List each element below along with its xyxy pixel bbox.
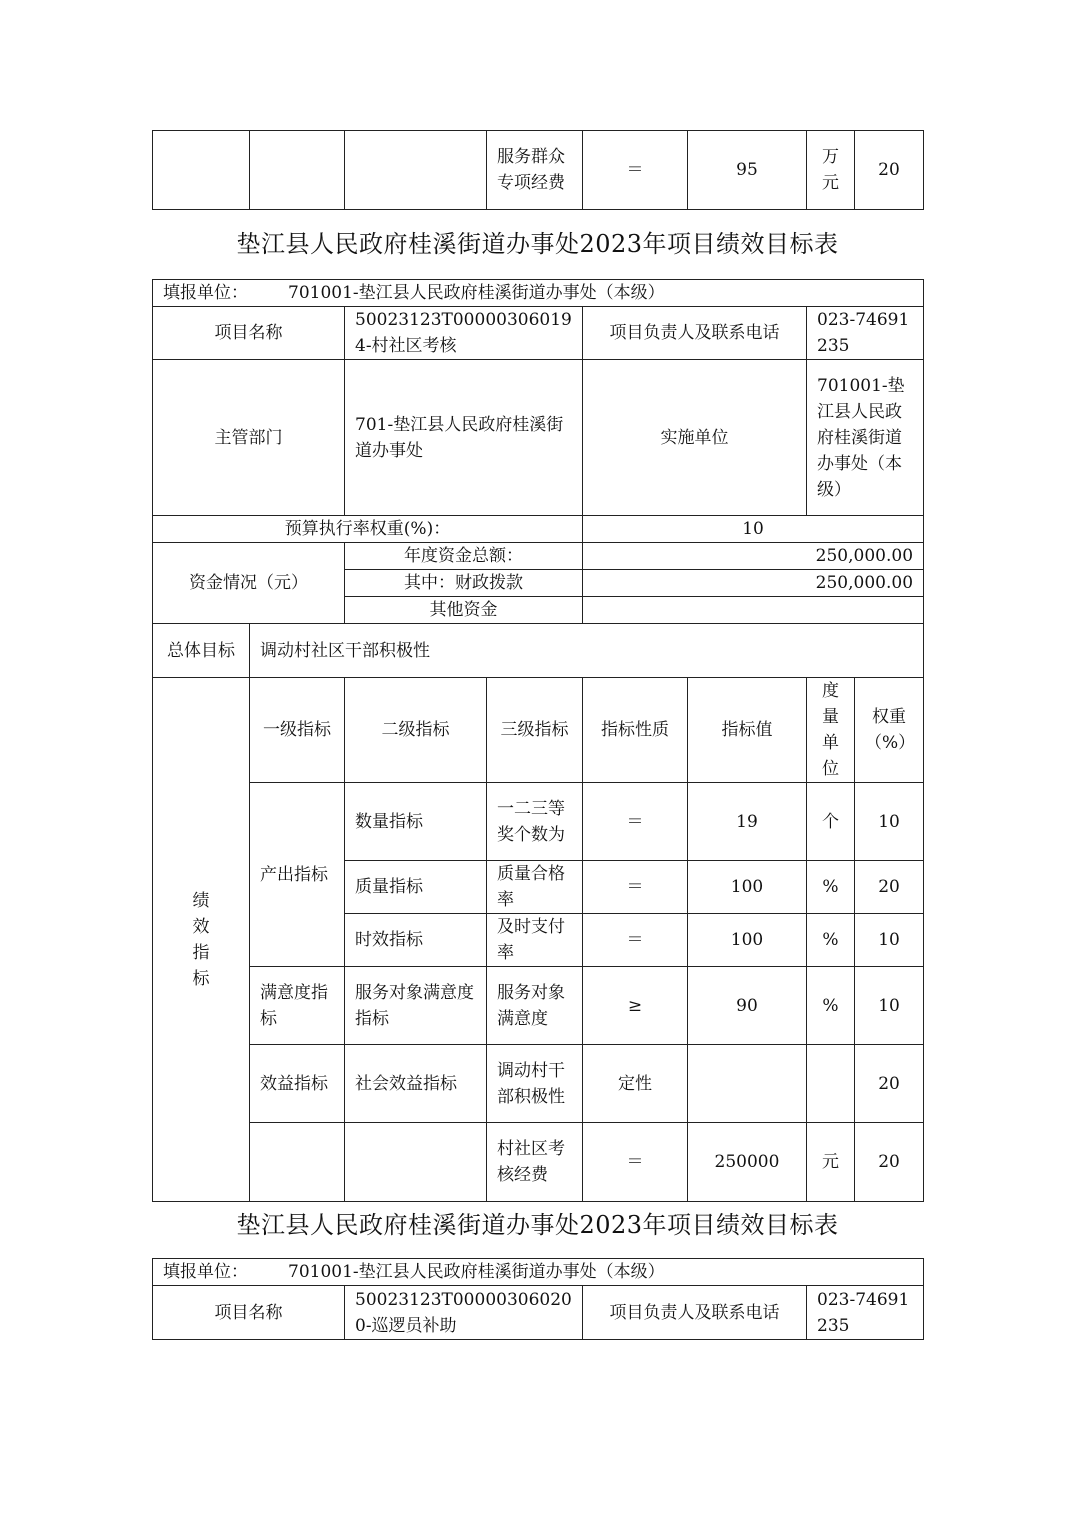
weight-cell: 20: [855, 131, 924, 210]
contact-value: 023-74691235: [807, 1286, 924, 1340]
nature-cell: 定性: [583, 1045, 688, 1123]
contact-value: 023-74691235: [807, 307, 924, 360]
table-row: [153, 131, 924, 210]
header-unit: 度量单位: [807, 678, 855, 783]
fiscal-value: 250,000.00: [583, 570, 924, 597]
value-cell: 100: [688, 914, 807, 967]
level3-cell: 村社区考核经费: [487, 1123, 583, 1202]
table-row: [153, 1286, 924, 1340]
value-cell: 250000: [688, 1123, 807, 1202]
unit-cell: 万元: [807, 131, 855, 210]
weight-cell: 10: [855, 914, 924, 967]
reporting-unit: 填报单位： 701001-垫江县人民政府桂溪街道办事处（本级）: [153, 1259, 924, 1286]
weight-cell: 20: [855, 1123, 924, 1202]
weight-cell: 10: [855, 783, 924, 861]
table-row: [153, 1259, 924, 1286]
value-cell: 90: [688, 967, 807, 1045]
performance-target-table: [152, 279, 924, 1202]
contact-label: 项目负责人及联系电话: [583, 1286, 807, 1340]
level3-cell: 服务对象满意度: [487, 967, 583, 1045]
contact-label: 项目负责人及联系电话: [583, 307, 807, 360]
annual-total-value: 250,000.00: [583, 543, 924, 570]
header-nature: 指标性质: [583, 678, 688, 783]
project-name-label: 项目名称: [153, 1286, 345, 1340]
table-row: [153, 783, 924, 861]
performance-target-table-2: [152, 1258, 924, 1340]
nature-cell: ＝: [583, 861, 688, 914]
fiscal-label: 其中：财政拨款: [345, 570, 583, 597]
level3-cell: 质量合格率: [487, 861, 583, 914]
other-funds-label: 其他资金: [345, 597, 583, 624]
project-name-value: 50023123T000003060200-巡逻员补助: [345, 1286, 583, 1340]
unit-cell: [807, 1045, 855, 1123]
table-row: [153, 360, 924, 516]
page-title: 垫江县人民政府桂溪街道办事处2023年项目绩效目标表: [236, 230, 839, 258]
group-benefit: 效益指标: [250, 1045, 345, 1123]
level2-cell: 质量指标: [345, 861, 487, 914]
level2-cell: 时效指标: [345, 914, 487, 967]
table-row: [153, 516, 924, 543]
table-row: [153, 678, 924, 783]
header-level2: 二级指标: [345, 678, 487, 783]
dept-value: 701-垫江县人民政府桂溪街道办事处: [345, 360, 583, 516]
table-row: [153, 1123, 924, 1202]
weight-cell: 20: [855, 1045, 924, 1123]
value-cell: 100: [688, 861, 807, 914]
annual-total-label: 年度资金总额：: [345, 543, 583, 570]
unit-cell: 个: [807, 783, 855, 861]
level3-cell: 及时支付率: [487, 914, 583, 967]
level2-cell: 服务对象满意度指标: [345, 967, 487, 1045]
table-row: [153, 307, 924, 360]
nature-cell: ＝: [583, 1123, 688, 1202]
level3-cell: 一二三等奖个数为: [487, 783, 583, 861]
funds-label: 资金情况（元）: [153, 543, 345, 624]
unit-cell: %: [807, 861, 855, 914]
table-row: [153, 1045, 924, 1123]
budget-weight-value: 10: [583, 516, 924, 543]
nature-cell: ＝: [583, 783, 688, 861]
value-cell: 19: [688, 783, 807, 861]
level2-cell: 社会效益指标: [345, 1045, 487, 1123]
nature-cell: ≥: [583, 967, 688, 1045]
impl-label: 实施单位: [583, 360, 807, 516]
weight-cell: 10: [855, 967, 924, 1045]
nature-cell: ＝: [583, 914, 688, 967]
overall-goal-label: 总体目标: [153, 624, 250, 678]
unit-cell: %: [807, 967, 855, 1045]
level3-cell: 调动村干部积极性: [487, 1045, 583, 1123]
other-funds-value: [583, 597, 924, 624]
table-row: [153, 624, 924, 678]
dept-label: 主管部门: [153, 360, 345, 516]
value-cell: 95: [688, 131, 807, 210]
reporting-unit: 填报单位： 701001-垫江县人民政府桂溪街道办事处（本级）: [153, 280, 924, 307]
group-output: 产出指标: [250, 783, 345, 967]
unit-cell: %: [807, 914, 855, 967]
page-title: 垫江县人民政府桂溪街道办事处2023年项目绩效目标表: [236, 1211, 839, 1239]
overall-goal-value: 调动村社区干部积极性: [250, 624, 924, 678]
level2-cell: [345, 1123, 487, 1202]
impl-value: 701001-垫江县人民政府桂溪街道办事处（本级）: [807, 360, 924, 516]
header-level1: 一级指标: [250, 678, 345, 783]
level2-cell: 数量指标: [345, 783, 487, 861]
value-cell: [688, 1045, 807, 1123]
weight-cell: 20: [855, 861, 924, 914]
unit-cell: 元: [807, 1123, 855, 1202]
budget-weight-label: 预算执行率权重(%)：: [153, 516, 583, 543]
project-name-label: 项目名称: [153, 307, 345, 360]
header-level3: 三级指标: [487, 678, 583, 783]
level3-cell: 服务群众专项经费: [487, 131, 583, 210]
table-row: [153, 280, 924, 307]
table-row: [153, 967, 924, 1045]
table-row: [153, 543, 924, 570]
project-name-value: 50023123T000003060194-村社区考核: [345, 307, 583, 360]
previous-table-fragment: [152, 130, 924, 210]
group-satisfaction: 满意度指标: [250, 967, 345, 1045]
header-value: 指标值: [688, 678, 807, 783]
nature-cell: ＝: [583, 131, 688, 210]
header-weight: 权重（%）: [855, 678, 924, 783]
perf-indicators-label: 绩效指标: [153, 678, 250, 1202]
